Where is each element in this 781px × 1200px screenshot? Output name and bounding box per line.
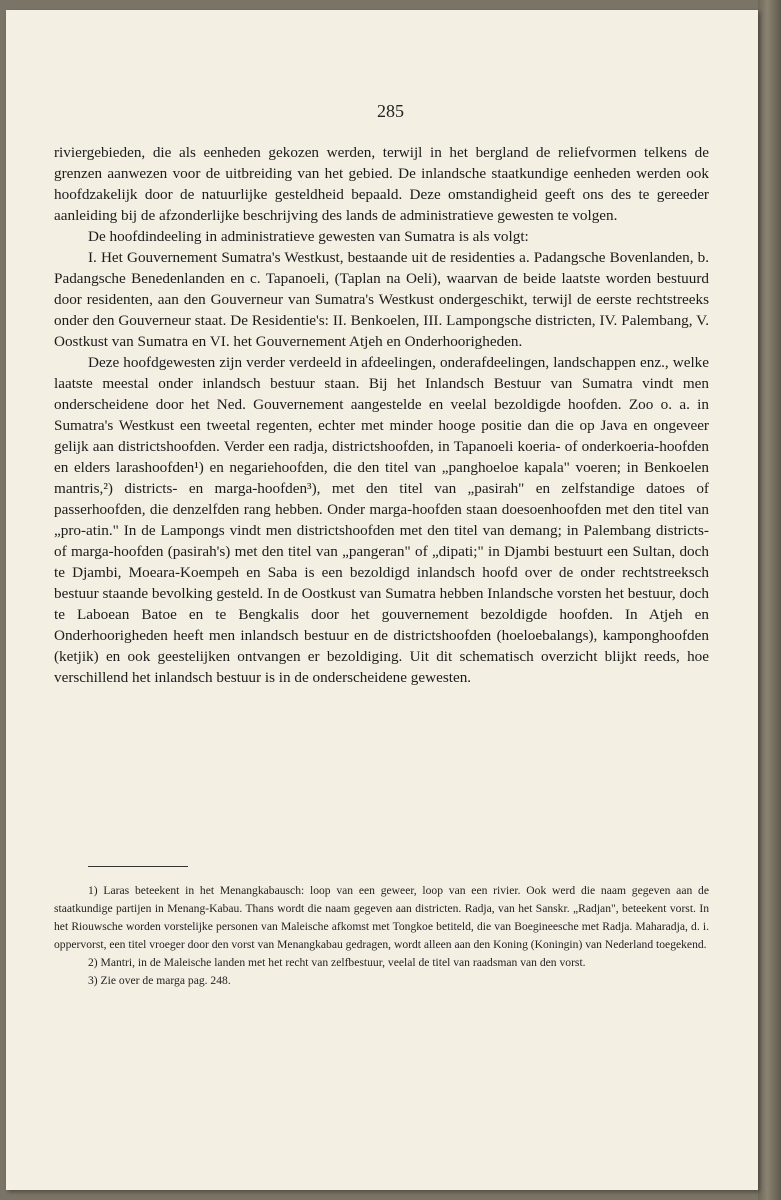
scan-border-right: [758, 0, 781, 1200]
footnote: 2) Mantri, in de Maleische landen met het recht van zelfbestuur, veelal de titel van raadsman van den vorst.: [88, 956, 586, 969]
paragraph: riviergebieden, die als eenheden gekozen werden, terwijl in het bergland de reliefvormen telkens de grenzen aanwezen voor de uitbreiding van het gebied. De inlandsche staatkundige eenheden werden ook hoofdzakelijk door de natuurlijke gesteldheid bepaald. Deze omstandigheid geeft ons des te gereeder aanleiding bij de afzonderlijke beschrijving des lands de administratieve gewesten te volgen.: [54, 144, 709, 224]
footnote: 3) Zie over de marga pag. 248.: [88, 974, 231, 987]
footnote-divider: [88, 866, 188, 867]
paragraph: Deze hoofdgewesten zijn verder verdeeld in afdeelingen, onderafdeelingen, landschappen enz., welke laatste meestal onder inlandsch bestuur staan. Bij het Inlandsch Bestuur van Sumatra vindt men onderscheidene door het Ned. Gouvernement aangestelde en veelal bezoldigde hoofden. Zoo o. a. in Sumatra's Westkust een tweetal regenten, echter met minder hooge positie dan die op Java en ongeveer gelijk aan districtshoofden. Verder een radja, districtshoofden, in Tapanoeli koeria- of onderkoeria-hoofden en elders larashoofden¹) en negariehoofden, die den titel van „panghoeloe kapala" voeren; in Benkoelen mantris,²) districts- en marga-hoofden³), met den titel van „pasirah" en zelfstandige datoes of passerhoofden, die denzelfden rang hebben. Onder marga-hoofden staan doesoenhoofden met den titel van „pro-atin." In de Lampongs vindt men districtshoofden met den titel van demang; in Palembang districts- of marga-hoofden (pasirah's) met den titel van „pangeran" of „dipati;" in Djambi bestuurt een Sultan, doch te Djambi, Moeara-Koempeh en Saba is een bezoldigd inlandsch hoofd over de onder rechtstreeksch bestuur staande bevolking gesteld. In de Oostkust van Sumatra hebben Inlandsche vorsten het bestuur, doch te Laboean Batoe en te Bengkalis door het gouvernement bezoldigde hoofden. In Atjeh en Onderhoorigheden heeft men inlandsch bestuur en de districtshoofden (hoeloebalangs), kamponghoofden (ketjik) en ook geestelijken ontvangen er bezoldiging. Uit dit schematisch overzicht blijkt reeds, hoe verschillend het inlandsch bestuur is in de onderscheidene gewesten.: [54, 354, 709, 686]
paragraph: De hoofdindeeling in administratieve gewesten van Sumatra is als volgt:: [88, 228, 529, 245]
paragraph: I. Het Gouvernement Sumatra's Westkust, bestaande uit de residenties a. Padangsche Bovenlanden, b. Padangsche Benedenlanden en c. Tapanoeli, (Taplan na Oeli), waarvan de beide laatste worden bestuurd door residenten, aan den Gouverneur van Sumatra's Westkust ondergeschikt, terwijl de eerste rechtstreeks onder den Gouverneur staat. De Residentie's: II. Benkoelen, III. Lampongsche districten, IV. Palembang, V. Oostkust van Sumatra en VI. het Gouvernement Atjeh en Onderhoorigheden.: [54, 249, 709, 350]
footnote: 1) Laras beteekent in het Menangkabausch: loop van een geweer, loop van een rivier. Ook werd die naam gegeven aan de staatkundige partijen in Menang-Kabau. Thans wordt die naam gegeven aan districten. Radja, van het Sanskr. „Radjan", beteekent vorst. In het Riouwsche worden vorstelijke personen van Maleische afkomst met Tongkoe betiteld, die van Boegineesche met Radja. Maharadja, d. i. oppervorst, een titel vroeger door den vorst van Menangkabau gedragen, wordt alleen aan den Koning (Koningin) van Nederland toegekend.: [54, 884, 709, 951]
page-number: 285: [377, 101, 404, 121]
footnotes: [54, 882, 709, 990]
scan-border-top: [0, 0, 781, 10]
main-text: [54, 142, 709, 688]
